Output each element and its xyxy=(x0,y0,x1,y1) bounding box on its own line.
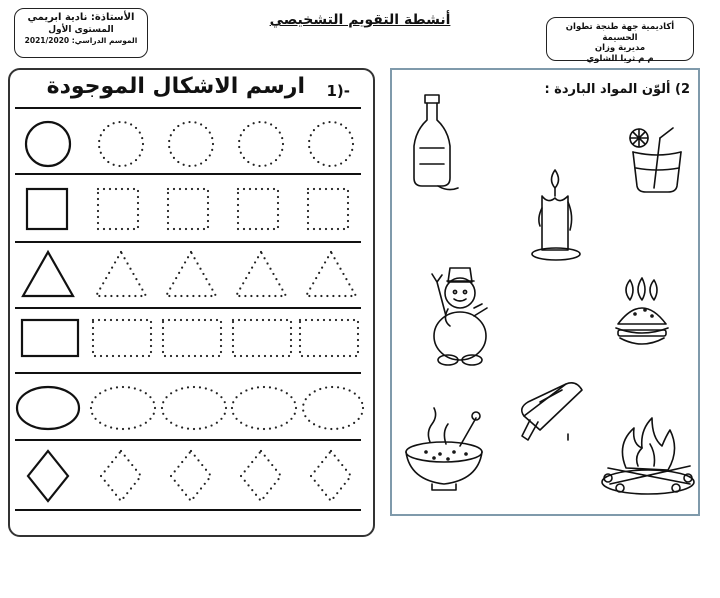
burger-icon xyxy=(616,278,668,344)
model-rectangle xyxy=(22,320,78,356)
dotted-square xyxy=(308,189,348,229)
model-triangle xyxy=(23,252,73,296)
snowman-icon xyxy=(432,268,487,365)
school-year: الموسم الدراسي: 2021/2020 xyxy=(24,35,138,45)
juice-icon xyxy=(630,128,681,192)
academy-info-box xyxy=(546,17,694,64)
dotted-oval xyxy=(162,387,226,429)
dotted-square xyxy=(98,189,138,229)
school-name: م م ثريا الشاوي xyxy=(586,53,654,64)
dotted-oval xyxy=(303,387,363,429)
dotted-triangle xyxy=(306,252,356,296)
dotted-oval xyxy=(232,387,296,429)
dotted-diamond xyxy=(101,451,141,501)
dotted-circle xyxy=(99,122,143,166)
dotted-rectangle xyxy=(163,320,221,356)
exercise2-title: 2) ألوّن المواد الباردة : xyxy=(544,82,690,97)
model-oval xyxy=(17,387,79,429)
bowl-icon xyxy=(406,408,482,490)
dotted-triangle xyxy=(236,252,286,296)
dotted-rectangle xyxy=(93,320,151,356)
bottle-icon xyxy=(414,95,458,190)
dotted-diamond xyxy=(171,451,211,501)
dotted-square xyxy=(238,189,278,229)
academy-name: أكاديمية جهة طنجة تطوان الحسيمة xyxy=(565,22,675,43)
shapes-tracing-grid xyxy=(8,68,375,537)
teacher-info-box xyxy=(14,8,148,58)
dotted-triangle xyxy=(166,252,216,296)
dotted-triangle xyxy=(96,252,146,296)
directorate-name: مديرية وزان xyxy=(594,43,646,54)
exercise1-number: -(1 xyxy=(326,82,350,100)
campfire-icon xyxy=(602,418,694,494)
dotted-rectangle xyxy=(233,320,291,356)
dotted-circle xyxy=(309,122,353,166)
dotted-diamond xyxy=(241,451,281,501)
icecream-icon xyxy=(522,383,582,440)
model-circle xyxy=(26,122,70,166)
dotted-circle xyxy=(169,122,213,166)
dotted-diamond xyxy=(311,451,351,501)
dotted-oval xyxy=(91,387,155,429)
model-square xyxy=(27,189,67,229)
dotted-square xyxy=(168,189,208,229)
exercise1-title: ارسم الاشكال الموجودة xyxy=(46,74,305,99)
dotted-rectangle xyxy=(300,320,358,356)
level-label: المستوى الأول xyxy=(48,24,114,35)
dotted-circle xyxy=(239,122,283,166)
model-diamond xyxy=(28,451,68,501)
teacher-name: الأستاذة: نادية ابريمي xyxy=(27,12,135,23)
candle-icon xyxy=(532,170,580,260)
items-drawing-area xyxy=(390,68,700,516)
page-title: أنشطة التقويم التشخيصي xyxy=(269,12,451,28)
